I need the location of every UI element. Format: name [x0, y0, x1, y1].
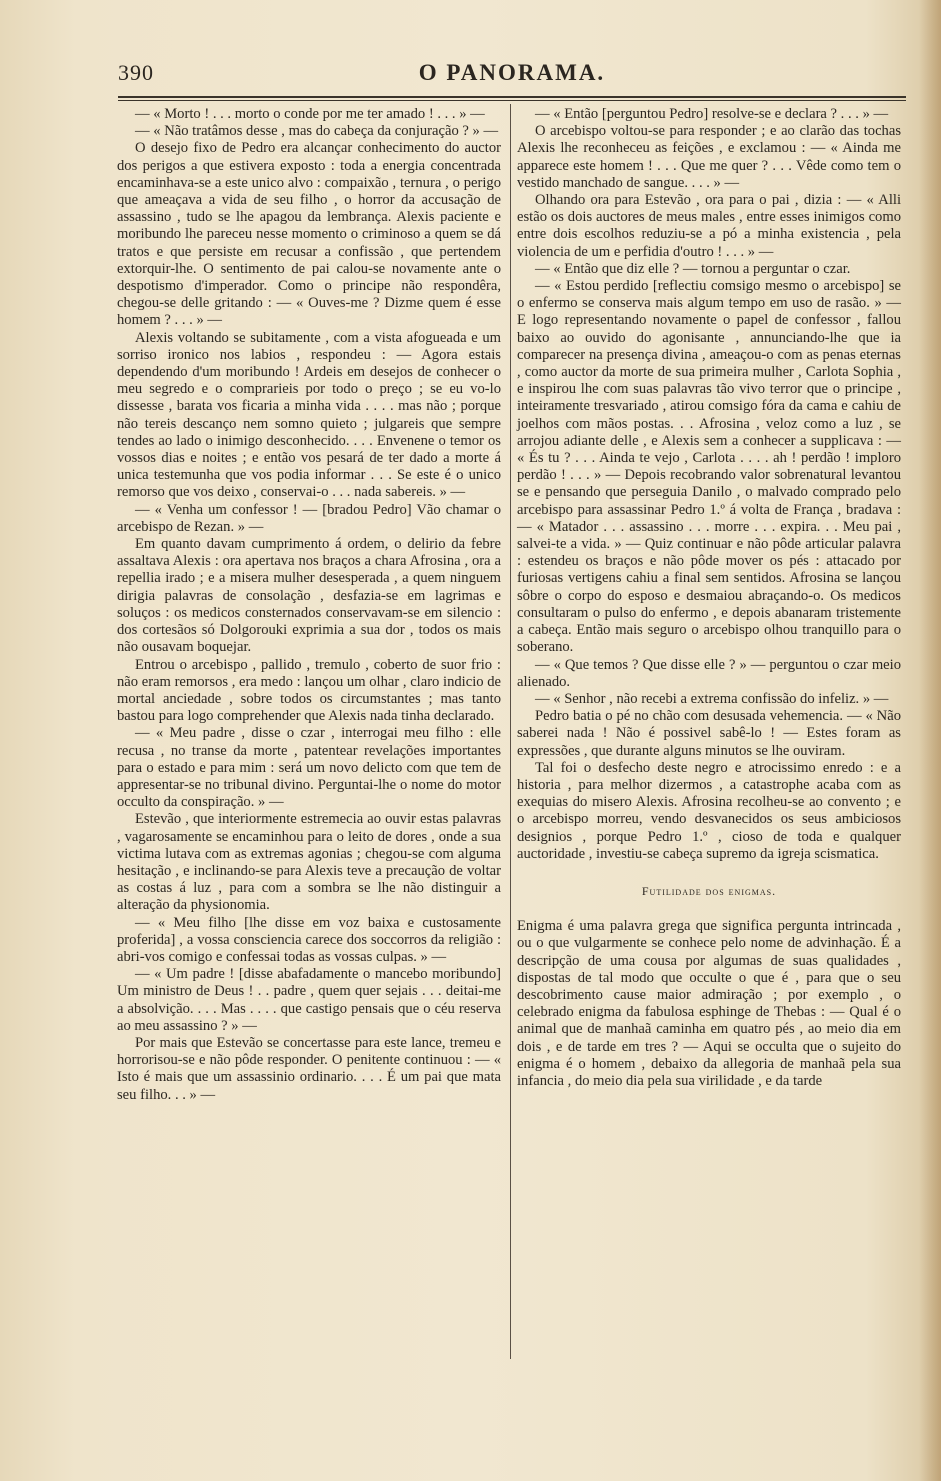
page-number: 390 — [118, 60, 154, 85]
paragraph: — « Então [perguntou Pedro] resolve-se e declara ? . . . » — — [535, 106, 889, 122]
header-rule — [118, 96, 906, 98]
left-column — [117, 106, 501, 1104]
section-heading: Futilidade dos enigmas. — [641, 883, 777, 898]
paragraph: Olhando ora para Estevão , ora para o pai , dizia : — « Alli estão os dois auctores de meus males , entre esses inimigos como entre dois escolhos reduziu-se a pó a minha existencia , pela violencia de um e perfidia d'outro ! . . . » — — [517, 192, 901, 260]
paragraph: — « Não tratâmos desse , mas do cabeça da conjuração ? » — — [135, 123, 499, 140]
paragraph: — « Meu filho [lhe disse em voz baixa e custosamente proferida] , a vossa consciencia carece dos soccorros da religião : abri-vos comigo e confessai todas as vossas culpas. » — — [117, 914, 501, 965]
paragraph: O arcebispo voltou-se para responder ; e ao clarão das tochas Alexis lhe reconheceu as feições , e exclamou : — « Ainda me apparece este homem ! . . . Que me quer ? . . . Vêde como tem o vestido manchado de sangue. . . . » — — [517, 123, 901, 191]
paragraph: — « Então que diz elle ? — tornou a perguntar o czar. — [535, 260, 851, 277]
paragraph: — « Senhor , não recebi a extrema confissão do infeliz. » — — [535, 690, 889, 707]
paragraph: — « Meu padre , disse o czar , interrogai meu filho : elle recusa , no transe da morte , patentear revelações importantes para o estado e para mim : será um novo delicto com que tem de appresentar-se no tribunal divino. Perguntai-lhe o nome do motor occulto da conspiração. » — — [117, 725, 501, 811]
paragraph: Entrou o arcebispo , pallido , tremulo , coberto de suor frio : não eram remorsos , era medo : lançou um olhar , claro indicio de mortal anciedade , sobre todos os circumstantes ; mas tanto bastou para logo comprehender que Alexis nada tinha declarado. — [117, 656, 501, 725]
section-paragraph: Enigma é uma palavra grega que significa pergunta intrincada , ou o que vulgarmente se conhece pelo nome de advinhação. É a descripção de uma cousa por algumas de suas qualidades , dispostas de tal modo que occulte o que é , para que o seu descobrimento cause maior admiração ; por exemplo , o celebrado enigma da fabulosa esphinge de Thebas : — Qual é o animal que de manhaã caminha em quatro pés , ao meio dia em dois , e de tarde em tres ? — Aqui se occulta que o sujeito do enigma é o homem , debaixo da allegoria de manhaã pela sua infancia , do meio dia pela sua virilidade , e da tarde — [517, 918, 901, 1089]
paragraph: — « Estou perdido [reflectiu comsigo mesmo o arcebispo] se o enfermo se conserva mais algum tempo em uso de rasão. » — E logo representando novamente o papel de confessor , fallou baixo ao ouvido do agonisante , annunciando-lhe que ia comparecer na presença divina , ameaçou-o com as penas eternas , como auctor da morte de sua primeira mulher , Carlota Sophia , e inspirou lhe com suas palavras tão vivo terror que o principe , inteiramente tresvariado , atirou comsigo fóra da cama e cahiu de joelhos com mãos postas. . . Afrosina , veloz como a luz , se arrojou adiante delle , e Alexis sem a conhecer a supplicava : — « És tu ? . . . Ainda te vejo , Carlota . . . . ah ! perdão ! imploro perdão ! . . . » — Depois recobrando valor sobrenatural levantou se e pensando que perseguia Danilo , o malvado comprado pelo arcebispo para assassinar Pedro 1.º á volta de França , bradava : — « Matador . . . assassino . . . morre . . . expira. . . Meu pai , salvei-te a vida. » — Quiz continuar e não pôde articular palavra : estendeu os braços e não pôde mover os pés : attacado por furiosas vertigens cahiu a final sem sentidos. Afrosina se lançou sôbre o corpo do esposo e desmaiou abraçando-o. Os medicos consultaram o pulso do enfermo , e depois abanaram tristemente a cabeça. Então mais seguro o arcebispo olhou tranquillo para o soberano. — [517, 278, 901, 656]
right-column — [517, 106, 901, 1090]
paragraph: Em quanto davam cumprimento á ordem, o delirio da febre assaltava Alexis : ora apertava nos braços a chara Afrosina , ora a repellia irado ; e a misera mulher desesperada , a quem ninguem dirigia palavras de consolação , desfazia-se em lagrimas e soluços : os medicos consternados conservavam-se em silencio : dos cortesãos só Dolgorouki exprimia a sua dor , todos os mais não ousavam boquejar. — [117, 536, 501, 656]
page-edge — [919, 0, 941, 1481]
column-divider — [510, 104, 511, 1359]
paragraph: Estevão , que interiormente estremecia ao ouvir estas palavras , vagarosamente se encaminhou para o leito de dores , onde a sua victima lutava com as extremas agonias ; chegou-se com alguma hesitação , e inclinando-se para Alexis teve a precaução de voltar as costas á luz , para com a sombra se lhe não distinguir a alteração da physionomia. — [117, 811, 501, 914]
journal-title: O PANORAMA. — [418, 60, 606, 85]
page-header — [118, 58, 906, 94]
paragraph: — « Um padre ! [disse abafadamente o mancebo moribundo] Um ministro de Deus ! . . padre , quem quer sejais . . . deitai-me a absolvição. . . . Mas . . . . que castigo pensais que o céu reserva ao meu assassino ? » — — [117, 966, 501, 1034]
paragraph: O desejo fixo de Pedro era alcançar conhecimento do auctor dos perigos a que estivera exposto : toda a energia concentrada encaminhava-se a este unico alvo : compaixão , ternura , o perigo que ameaçava a vida de seu filho , o horror da accusação de assassino , tudo se lhe apagou da lembrança. Alexis paciente e moribundo lhe pareceu nesse momento o criminoso a quem se dá tratos e que persiste em recusar a confissão , que pertendem extorquir-lhe. O sentimento de pai calou-se novamente ante o despotismo d'imperador. Como o principe não respondêra, chegou-se delle gritando : — « Ouves-me ? Dizme quem é esse homem ? . . . » — — [117, 140, 501, 329]
paragraph: — « Que temos ? Que disse elle ? » — perguntou o czar meio alienado. — [517, 656, 901, 690]
paragraph: Tal foi o desfecho deste negro e atrocissimo enredo : e a historia , para melhor dizermos , a catastrophe acaba com as exequias do misero Alexis. Afrosina recolheu-se ao convento ; e o arcebispo morreu, vendo desvanecidos os seus ambiciosos designios , porque Pedro 1.º , cioso de toda e qualquer auctoridade , investiu-se cabeça supremo da igreja scismatica. — [517, 759, 901, 862]
header-rule-thin — [118, 100, 906, 101]
paragraph: — « Venha um confessor ! — [bradou Pedro] Vão chamar o arcebispo de Rezan. » — — [117, 501, 501, 535]
paragraph: — « Morto ! . . . morto o conde por me ter amado ! . . . » — — [135, 106, 485, 122]
paragraph: Por mais que Estevão se concertasse para este lance, tremeu e horrorisou-se e não pôde responder. O penitente continuou : — « Isto é mais que um assassinio ordinario. . . . É um pai que mata seu filho. . . » — — [117, 1034, 501, 1103]
paragraph: Pedro batia o pé no chão com desusada vehemencia. — « Não saberei nada ! Não é possivel sabê-lo ! — Estes foram as expressões , que durante alguns minutos se lhe ouviram. — [517, 708, 901, 759]
paragraph: Alexis voltando se subitamente , com a vista afogueada e um sorriso ironico nos labios , respondeu : — Agora estais dependendo d'um moribundo ! Ardeis em desejos de conhecer o meu segredo e o comprarieis por todo o preço ; se eu vo-lo dissesse , barata vos ficaria a minha vida . . . . mas não ; porque não tereis descanço nem somno quieto ; julgareis que sempre tendes ao lado o inimigo desconhecido. . . . Envenene o temor os vossos dias e noites ; e então vos pesará de ter dado a morte á unica testemunha que vos podia informar . . . Se este é o unico remorso que vos deixo , conservai-o . . . nada sabereis. » — — [117, 329, 501, 501]
